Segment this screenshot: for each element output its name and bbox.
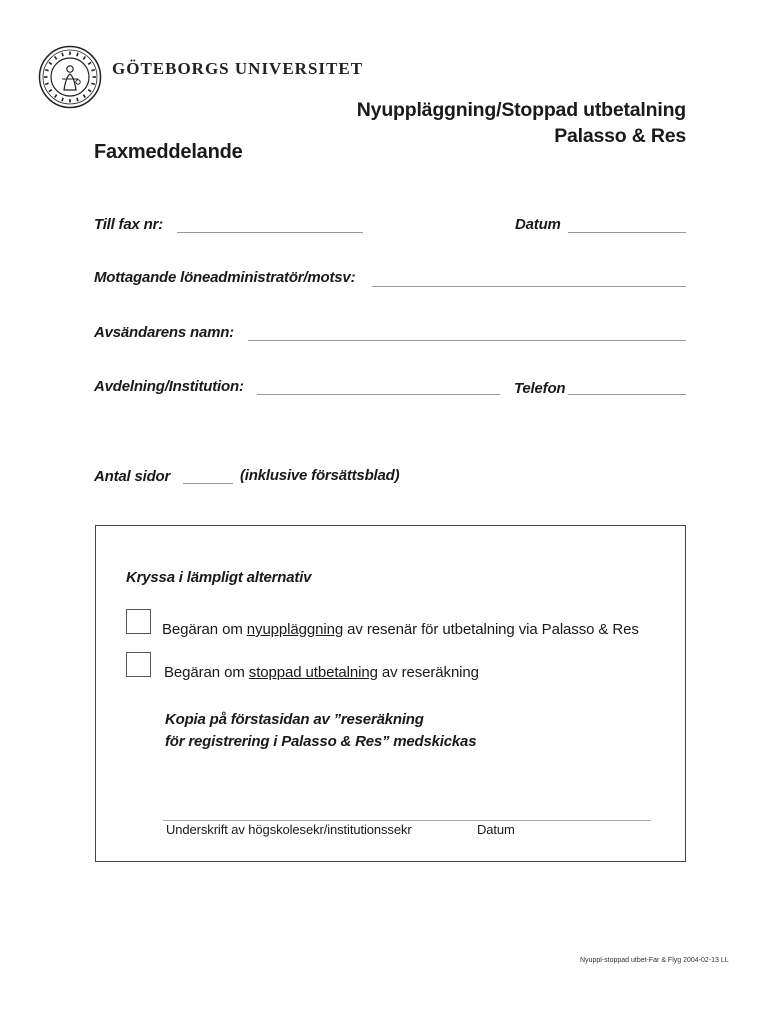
- form-title: [357, 97, 686, 149]
- checkbox-new-setup[interactable]: [126, 609, 151, 634]
- signature-field[interactable]: [163, 820, 651, 821]
- option-new-setup-underlined: nyuppläggning: [246, 621, 344, 638]
- checkbox-stopped-payment[interactable]: [126, 652, 151, 677]
- option-stopped-payment: [164, 664, 479, 681]
- pages-note: (inklusive försättsblad): [240, 467, 400, 484]
- option-new-setup-prefix: Begäran om: [162, 621, 247, 638]
- signature-date-label: Datum: [477, 822, 515, 837]
- copy-note-line1: Kopia på förstasidan av ”reseräkning: [165, 711, 424, 728]
- footer-reference: Nyuppl-stoppad utbet-Far & Flyg 2004-02-13 LL: [580, 957, 729, 964]
- fax-heading: Faxmeddelande: [94, 141, 243, 163]
- option-stopped-payment-suffix: av reseräkning: [377, 664, 479, 681]
- option-new-setup: [162, 621, 639, 638]
- form-title-line1: Nyuppläggning/Stoppad utbetalning: [356, 99, 686, 121]
- copy-note: [165, 709, 476, 753]
- fax-number-field[interactable]: [177, 232, 363, 233]
- receiver-field[interactable]: [372, 286, 686, 287]
- receiver-label: Mottagande löneadministratör/motsv:: [94, 269, 356, 286]
- university-seal-icon: [38, 45, 102, 109]
- sender-field[interactable]: [248, 340, 686, 341]
- copy-note-line2: för registrering i Palasso & Res” medskickas: [165, 733, 477, 750]
- option-stopped-payment-prefix: Begäran om: [164, 664, 249, 681]
- date-label: Datum: [515, 216, 561, 233]
- phone-field[interactable]: [568, 394, 686, 395]
- option-new-setup-suffix: av resenär för utbetalning via Palasso & Res: [343, 621, 639, 638]
- university-name: GÖTEBORGS UNIVERSITET: [112, 59, 364, 78]
- signature-label: Underskrift av högskolesekr/institutionssekr: [166, 822, 412, 837]
- phone-label: Telefon: [514, 380, 566, 397]
- option-stopped-payment-underlined: stoppad utbetalning: [248, 664, 378, 681]
- date-field[interactable]: [568, 232, 686, 233]
- fax-number-label: Till fax nr:: [94, 216, 164, 233]
- pages-label: Antal sidor: [94, 468, 171, 485]
- department-label: Avdelning/Institution:: [94, 378, 244, 395]
- box-heading: Kryssa i lämpligt alternativ: [126, 569, 312, 586]
- form-title-line2: Palasso & Res: [554, 125, 686, 147]
- department-field[interactable]: [257, 394, 500, 395]
- pages-field[interactable]: [183, 483, 233, 484]
- sender-label: Avsändarens namn:: [94, 324, 234, 341]
